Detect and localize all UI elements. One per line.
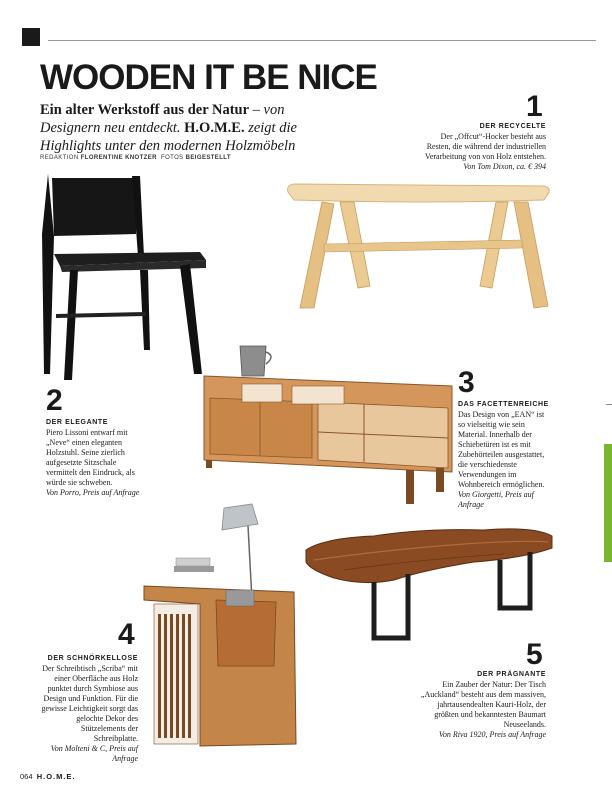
item-5-number: 5 xyxy=(526,638,543,671)
credit-label-1: REDAKTION xyxy=(40,155,79,161)
deck-italic-2: zeigt die Highlights unter den modernen Holzmöbeln xyxy=(40,120,297,154)
top-rule xyxy=(48,40,596,41)
deck-italic-1: – von Designern neu entdeckt. xyxy=(40,102,285,136)
item-1-caption xyxy=(420,122,546,172)
item-3-number: 3 xyxy=(458,366,475,399)
item-2-source: Von Porro, Preis auf Anfrage xyxy=(46,488,140,497)
item-3-title: DAS FACETTENREICHE xyxy=(458,401,549,408)
item-4-number: 4 xyxy=(118,618,135,651)
item-4-text: Der Schreibtisch „Scriba“ mit einer Oberfläche aus Holz punktet durch Symbiose aus Design und Funktion. Für die gewisse Leichtigkeit sorgt das gelochte Dekor des Stützelements der Schreibplatte. xyxy=(41,664,138,743)
item-5-caption xyxy=(418,670,546,740)
item-3-text: Das Design von „EAN“ ist so vielseitig wie sein Material. Innerhalb der Schiebetüren ist es mit Zubehörteilen ausgestattet, die verschiedenste Verwendungen im Wohnbereich ermöglichen. xyxy=(458,410,545,489)
item-1-number: 1 xyxy=(526,90,543,123)
item-5-source: Von Riva 1920, Preis auf Anfrage xyxy=(438,730,546,739)
item-4-caption xyxy=(40,654,138,764)
section-tab xyxy=(604,444,612,562)
item-1-text: Der „Offcut“-Hocker besteht aus Resten, die während der industriellen Verarbeitung von von Holz entstehen. xyxy=(424,132,546,161)
item-3-caption xyxy=(458,400,550,510)
credit-name-2: BEIGESTELLT xyxy=(185,155,231,161)
offcut-stool-image xyxy=(282,182,558,322)
margin-tick xyxy=(606,404,612,405)
headline: WOODEN IT BE NICE xyxy=(40,58,377,97)
credit-name-1: FLORENTINE KNOTZER xyxy=(80,155,157,161)
item-2-number: 2 xyxy=(46,384,63,417)
ean-sideboard-image xyxy=(204,342,454,504)
neve-chair-image xyxy=(40,174,212,384)
deck-bold-2: H.O.M.E. xyxy=(180,120,245,136)
item-5-text: Ein Zauber der Natur: Der Tisch „Auckland“ besteht aus dem massiven, jahrtausendealten Kauri-Holz, der größten und bekanntesten Baumart Neuseelands. xyxy=(420,680,546,729)
item-1-source: Von Tom Dixon, ca. € 394 xyxy=(463,162,546,171)
item-4-title: DER SCHNÖRKELLOSE xyxy=(47,655,138,662)
item-5-title: DER PRÄGNANTE xyxy=(477,671,546,678)
item-2-caption xyxy=(46,418,142,498)
magazine-name: H.O.M.E. xyxy=(36,772,76,781)
item-2-title: DER ELEGANTE xyxy=(46,419,109,426)
credits xyxy=(40,155,231,161)
deck xyxy=(40,101,340,155)
auckland-table-image xyxy=(304,524,556,646)
corner-marker xyxy=(22,28,40,46)
deck-bold-1: Ein alter Werkstoff aus der Natur xyxy=(40,102,250,118)
item-3-source: Von Giorgetti, Preis auf Anfrage xyxy=(458,490,534,509)
item-2-text: Piero Lissoni entwarf mit „Neve“ einen eleganten Holzstuhl. Seine zierlich aufgesetzte Sitzschale vermittelt den Eindruck, als würde sie schweben. xyxy=(46,428,135,487)
item-1-title: DER RECYCELTE xyxy=(479,123,546,130)
item-4-source: Von Molteni & C, Preis auf Anfrage xyxy=(50,744,138,763)
page-number: 064 xyxy=(20,772,33,781)
credit-label-2: FOTOS xyxy=(161,155,184,161)
folio xyxy=(20,772,76,781)
scriba-desk-image xyxy=(144,504,304,748)
